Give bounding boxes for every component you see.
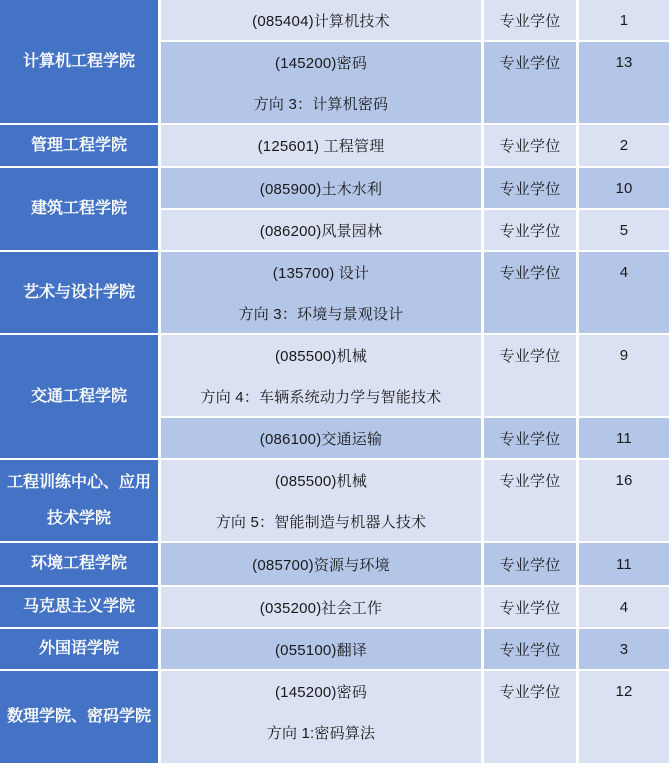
college-cell (0, 252, 158, 333)
college-cell (0, 125, 158, 166)
program-cell (161, 460, 481, 541)
program-cell (161, 629, 481, 669)
college-cell (0, 335, 158, 458)
program-code-name: (035200)社会工作 (259, 599, 383, 617)
quota-cell (579, 168, 669, 208)
quota-value: 16 (615, 472, 633, 489)
quota-cell (579, 252, 669, 333)
quota-cell (579, 42, 669, 123)
program-cell (161, 0, 481, 40)
program-cell (161, 418, 481, 458)
quota-cell (579, 629, 669, 669)
program-code-name: (085500)机械 (274, 473, 368, 490)
program-cell (161, 335, 481, 416)
program-cell (161, 42, 481, 123)
quota-cell (579, 0, 669, 40)
program-cell (161, 587, 481, 627)
quota-value: 2 (619, 137, 629, 154)
degree-type-cell (484, 418, 576, 458)
degree-type-label: 专业学位 (499, 55, 561, 72)
program-direction: 方向 4：车辆系统动力学与智能技术 (200, 389, 442, 406)
degree-type-label: 专业学位 (499, 265, 561, 282)
college-cell (0, 543, 158, 585)
quota-value: 5 (619, 221, 629, 239)
program-code-name: (085900)土木水利 (259, 180, 383, 198)
quota-value: 10 (615, 179, 633, 197)
program-code-name: (135700) 设计 (272, 265, 370, 282)
college-cell (0, 671, 158, 763)
college-name: 交通工程学院 (30, 387, 127, 405)
degree-type-cell (484, 335, 576, 416)
program-direction: 方向 1:密码算法 (266, 725, 376, 742)
degree-type-cell (484, 629, 576, 669)
program-cell (161, 168, 481, 208)
college-name: 计算机工程学院 (22, 52, 135, 70)
degree-type-cell (484, 168, 576, 208)
degree-type-cell (484, 42, 576, 123)
degree-type-cell (484, 587, 576, 627)
degree-type-cell (484, 543, 576, 585)
quota-cell (579, 125, 669, 166)
quota-value: 12 (615, 683, 633, 700)
college-name: 马克思主义学院 (22, 598, 135, 615)
program-code-name: (125601) 工程管理 (257, 138, 385, 155)
quota-value: 11 (616, 555, 632, 573)
degree-type-label: 专业学位 (499, 180, 561, 198)
college-cell (0, 629, 158, 669)
college-name: 外国语学院 (38, 640, 119, 657)
quota-value: 13 (615, 54, 633, 71)
program-direction: 方向 3：环境与景观设计 (238, 306, 404, 323)
quota-value: 4 (619, 264, 629, 281)
degree-type-cell (484, 460, 576, 541)
program-code-name: (145200)密码 (274, 55, 368, 72)
college-cell (0, 168, 158, 250)
program-cell (161, 125, 481, 166)
degree-type-label: 专业学位 (499, 556, 561, 574)
program-direction: 方向 5：智能制造与机器人技术 (215, 514, 427, 531)
degree-type-label: 专业学位 (499, 430, 561, 448)
degree-type-label: 专业学位 (499, 138, 561, 155)
degree-type-label: 专业学位 (499, 12, 561, 30)
degree-type-cell (484, 671, 576, 763)
program-cell (161, 543, 481, 585)
quota-cell (579, 418, 669, 458)
program-code-name: (085404)计算机技术 (252, 12, 390, 30)
college-name: 建筑工程学院 (30, 200, 127, 217)
college-name: 工程训练中心、应用技术学院 (6, 473, 151, 527)
program-code-name: (085500)机械 (274, 348, 368, 365)
quota-cell (579, 460, 669, 541)
quota-cell (579, 543, 669, 585)
quota-value: 11 (616, 429, 632, 447)
college-cell (0, 0, 158, 123)
quota-value: 4 (619, 598, 629, 616)
degree-type-label: 专业学位 (499, 473, 561, 490)
degree-type-label: 专业学位 (499, 684, 561, 701)
degree-type-label: 专业学位 (499, 222, 561, 240)
college-name: 数理学院、密码学院 (6, 708, 151, 725)
degree-type-cell (484, 252, 576, 333)
degree-type-cell (484, 125, 576, 166)
quota-cell (579, 335, 669, 416)
program-code-name: (085700)资源与环境 (252, 556, 390, 574)
program-cell (161, 252, 481, 333)
degree-type-label: 专业学位 (499, 348, 561, 365)
degree-type-label: 专业学位 (499, 599, 561, 617)
program-cell (161, 210, 481, 250)
degree-type-label: 专业学位 (499, 641, 561, 659)
program-code-name: (055100)翻译 (274, 641, 368, 659)
quota-cell (579, 210, 669, 250)
quota-value: 1 (619, 11, 629, 29)
program-code-name: (145200)密码 (274, 684, 368, 701)
program-cell (161, 671, 481, 763)
degree-type-cell (484, 0, 576, 40)
college-name: 艺术与设计学院 (22, 283, 135, 301)
college-cell (0, 587, 158, 627)
quota-cell (579, 671, 669, 763)
college-cell (0, 460, 158, 541)
degree-type-cell (484, 210, 576, 250)
program-direction: 方向 3：计算机密码 (253, 96, 389, 113)
program-code-name: (086200)风景园林 (259, 222, 383, 240)
college-name: 管理工程学院 (30, 136, 127, 154)
quota-cell (579, 587, 669, 627)
quota-value: 9 (619, 347, 629, 364)
college-name: 环境工程学院 (30, 555, 127, 572)
quota-value: 3 (619, 640, 629, 658)
program-code-name: (086100)交通运输 (259, 430, 383, 448)
